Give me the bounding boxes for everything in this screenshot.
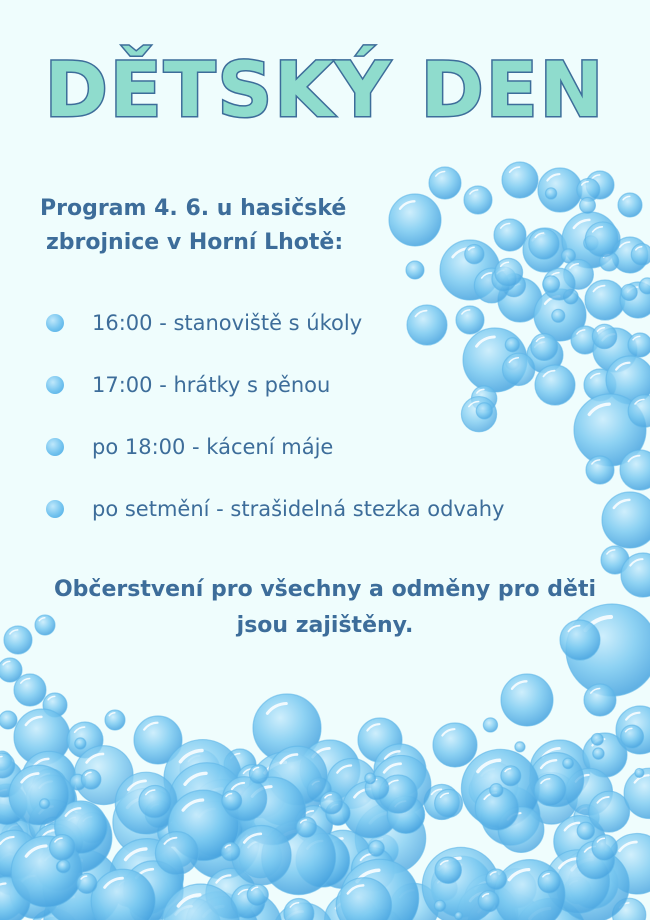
refreshments-note [0, 572, 650, 644]
refreshments-note-line1: Občerstvení pro všechny a odměny pro děti [53, 577, 597, 602]
bullet-icon [46, 438, 64, 456]
program-item-text: po 18:00 - kácení máje [92, 435, 334, 459]
program-heading-line1: Program 4. 6. u hasičské [40, 196, 347, 221]
program-item [46, 478, 504, 540]
program-item [46, 354, 504, 416]
program-item-text: 17:00 - hrátky s pěnou [92, 373, 331, 397]
bullet-icon [46, 376, 64, 394]
program-item [46, 416, 504, 478]
bullet-icon [46, 314, 64, 332]
program-heading [40, 192, 380, 260]
refreshments-note-line2: jsou zajištěny. [236, 613, 414, 638]
program-heading-line2: zbrojnice v Horní Lhotě: [46, 230, 344, 255]
bullet-icon [46, 500, 64, 518]
program-list [46, 292, 504, 540]
program-item-text: 16:00 - stanoviště s úkoly [92, 311, 363, 335]
program-item-text: po setmění - strašidelná stezka odvahy [92, 497, 505, 521]
program-item [46, 292, 504, 354]
page-title: DĚTSKÝ DEN [44, 45, 606, 134]
